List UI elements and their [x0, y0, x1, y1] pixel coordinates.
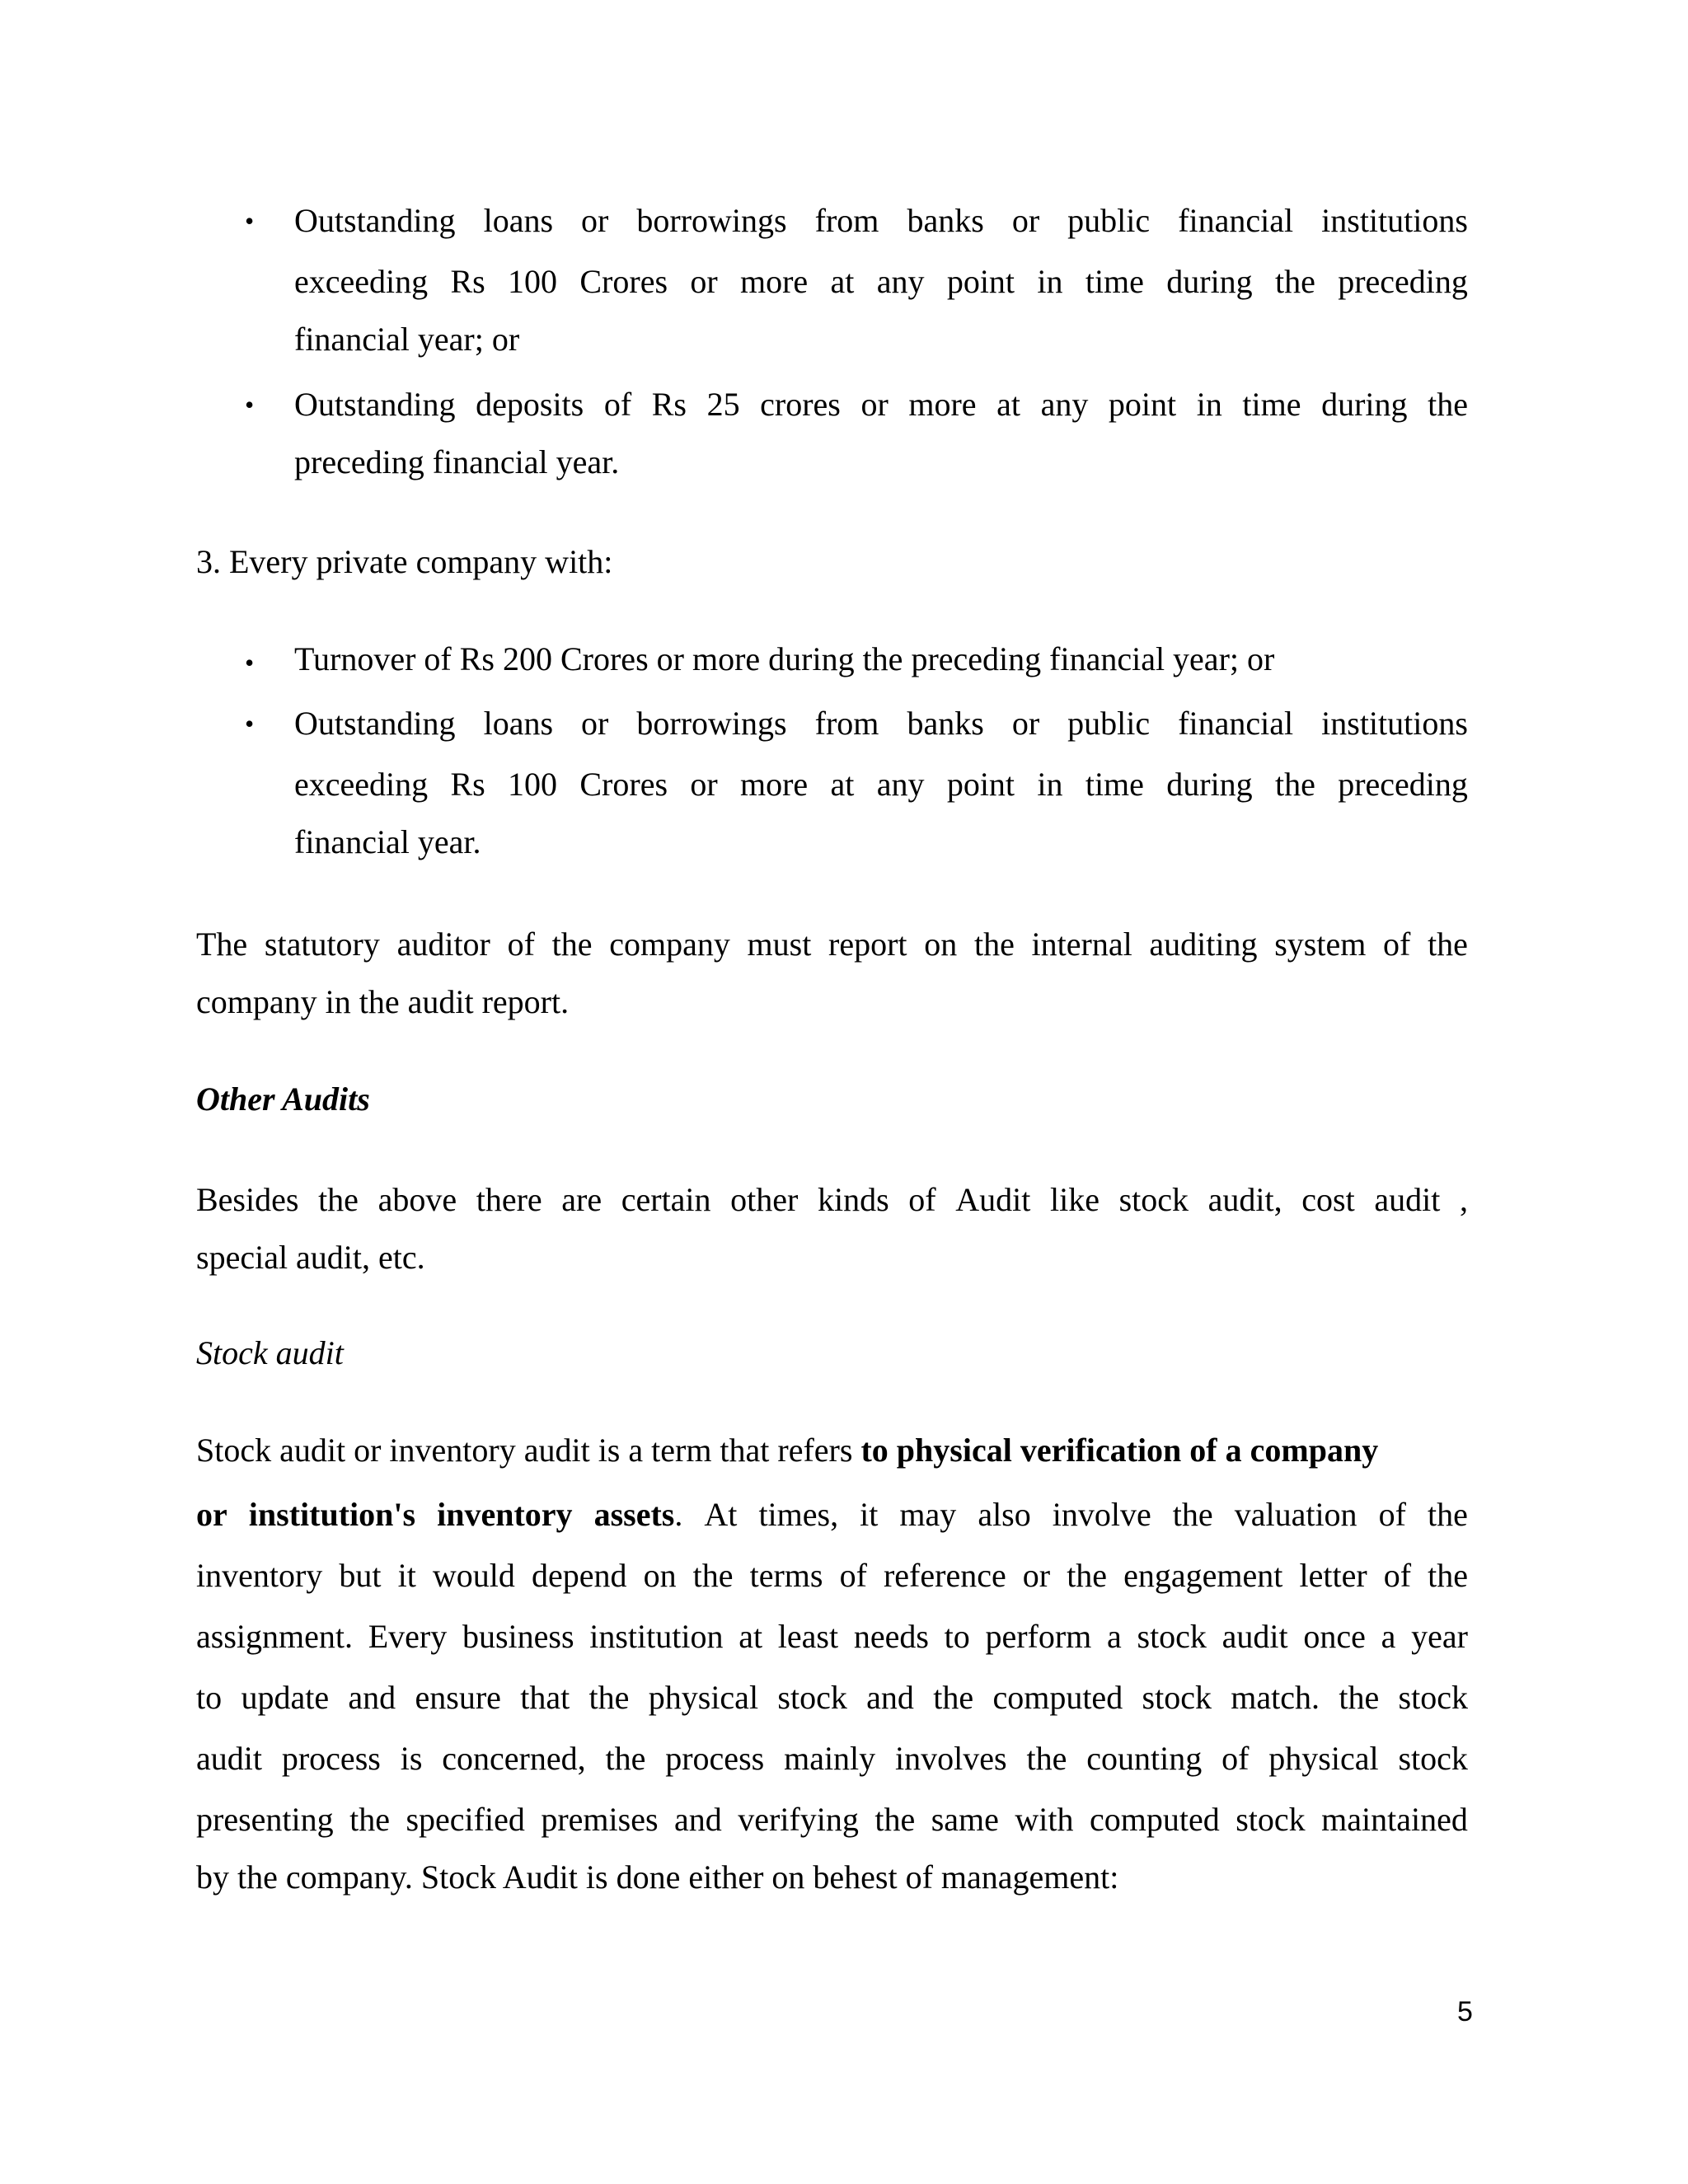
word: stock [1398, 1679, 1468, 1716]
word: the [874, 1801, 916, 1838]
word: and [348, 1679, 396, 1716]
word: Besides [196, 1181, 299, 1218]
word: physical [1268, 1740, 1379, 1777]
word: statutory [264, 926, 380, 963]
list-b-item2-line3: financial year. [294, 823, 481, 860]
word: auditing [1149, 926, 1258, 963]
word: more [740, 766, 809, 803]
word: and [674, 1801, 722, 1838]
stock-audit-line1-bold: to physical verification of a company [860, 1432, 1379, 1469]
bold-word: or [196, 1496, 227, 1533]
word: The [196, 926, 248, 963]
word: audit, [1207, 1181, 1282, 1218]
word: to [944, 1618, 970, 1655]
word: also [978, 1496, 1031, 1533]
word: banks [907, 202, 984, 239]
word: or [581, 202, 609, 239]
word: crores [760, 386, 841, 423]
word: certain [621, 1181, 711, 1218]
word: more [908, 386, 977, 423]
word: stock [1137, 1618, 1207, 1655]
other-audits-heading: Other Audits [196, 1080, 370, 1118]
word: point [946, 766, 1015, 803]
bold-word: assets [593, 1496, 675, 1533]
other-audits-para-line1 [196, 1180, 1468, 1219]
word: business [462, 1618, 574, 1655]
word: institutions [1321, 705, 1468, 742]
word: borrowings [636, 202, 787, 239]
word: audit [196, 1740, 262, 1777]
word: the [349, 1801, 390, 1838]
word: point [1108, 386, 1177, 423]
word: process [281, 1740, 381, 1777]
word: the [1427, 1496, 1468, 1533]
word: the [692, 1557, 734, 1594]
word: stock [777, 1679, 847, 1716]
bold-word: institution's [248, 1496, 416, 1533]
word: more [740, 263, 809, 300]
word: at [738, 1618, 763, 1655]
word: time [1085, 263, 1144, 300]
word: the [318, 1181, 359, 1218]
word: or [690, 766, 718, 803]
word: exceeding [294, 263, 429, 300]
word: of [1383, 926, 1411, 963]
word: in [1037, 263, 1063, 300]
word: audit [1221, 1618, 1288, 1655]
word: Outstanding [294, 386, 456, 423]
word: it [860, 1496, 879, 1533]
word: year [1411, 1618, 1468, 1655]
word: or [860, 386, 889, 423]
word: the [1339, 1679, 1380, 1716]
word: financial [1178, 202, 1294, 239]
word: any [876, 766, 925, 803]
word: there [476, 1181, 542, 1218]
word: to [196, 1679, 223, 1716]
word: or [1022, 1557, 1051, 1594]
bullet-icon: • [245, 390, 255, 419]
word: once [1303, 1618, 1366, 1655]
word: the [1428, 1557, 1468, 1594]
word: At [704, 1496, 738, 1533]
word: or [1011, 202, 1040, 239]
list-a-item2-line2: preceding financial year. [294, 443, 620, 480]
word: 100 [508, 766, 558, 803]
word: at [996, 386, 1020, 423]
word: borrowings [636, 705, 787, 742]
word: letter [1299, 1557, 1367, 1594]
word: computed [992, 1679, 1123, 1716]
word: match. [1231, 1679, 1320, 1716]
word: the [933, 1679, 974, 1716]
word: the [1067, 1557, 1108, 1594]
word: Outstanding [294, 202, 456, 239]
word: with [1015, 1801, 1074, 1838]
word: during [1166, 263, 1253, 300]
word: a [1381, 1618, 1396, 1655]
list-a-item1-line2 [294, 262, 1468, 301]
word: perform [985, 1618, 1092, 1655]
word: valuation [1234, 1496, 1357, 1533]
word: of [507, 926, 535, 963]
word: preceding [1338, 766, 1468, 803]
word: during [1166, 766, 1253, 803]
word: the [1275, 263, 1315, 300]
stock-audit-heading: Stock audit [196, 1334, 344, 1371]
word: public [1067, 705, 1151, 742]
word: that [520, 1679, 570, 1716]
word: in [1037, 766, 1063, 803]
other-audits-para-line2: special audit, etc. [196, 1239, 425, 1276]
word: engagement [1123, 1557, 1283, 1594]
word: Rs [651, 386, 687, 423]
bold-word: inventory [437, 1496, 573, 1533]
word: in [1196, 386, 1222, 423]
word: deposits [476, 386, 584, 423]
word: cost [1301, 1181, 1355, 1218]
word: Crores [579, 263, 668, 300]
stock-audit-para-line3 [196, 1556, 1468, 1595]
word: from [814, 705, 879, 742]
word: least [777, 1618, 839, 1655]
word: Outstanding [294, 705, 456, 742]
word: computed [1090, 1801, 1220, 1838]
word: assignment. [196, 1618, 353, 1655]
word: same [931, 1801, 999, 1838]
word: inventory [196, 1557, 323, 1594]
stock-audit-para-line4 [196, 1617, 1468, 1656]
word: reference [883, 1557, 1006, 1594]
stock-audit-para-line8: by the company. Stock Audit is done either on behest of management: [196, 1858, 1119, 1896]
word: and [866, 1679, 914, 1716]
word: mainly [784, 1740, 876, 1777]
word: the [1172, 1496, 1213, 1533]
word: 25 [706, 386, 740, 423]
word: may [899, 1496, 957, 1533]
word: the [1428, 926, 1468, 963]
stock-audit-para-line2 [196, 1495, 1468, 1534]
word: of [839, 1557, 867, 1594]
word: company [609, 926, 730, 963]
word: time [1085, 766, 1144, 803]
word: loans [483, 202, 554, 239]
word: on [924, 926, 958, 963]
word: terms [749, 1557, 823, 1594]
word: any [1040, 386, 1089, 423]
word: other [730, 1181, 799, 1218]
word: must [747, 926, 812, 963]
word: or [581, 705, 609, 742]
word: 100 [508, 263, 558, 300]
word: public [1067, 202, 1151, 239]
word: , [1459, 1181, 1468, 1218]
word: the [1275, 766, 1315, 803]
word: institution [589, 1618, 724, 1655]
page-number: 5 [1457, 1996, 1473, 2027]
word: auditor [396, 926, 490, 963]
word: process [665, 1740, 765, 1777]
word: presenting [196, 1801, 334, 1838]
list-a-item2-line1 [294, 385, 1468, 424]
word: it [397, 1557, 416, 1594]
word: Rs [450, 766, 485, 803]
stock-audit-para-line6 [196, 1739, 1468, 1778]
word: internal [1031, 926, 1132, 963]
word: Crores [579, 766, 668, 803]
word: the [973, 926, 1015, 963]
word: of [908, 1181, 936, 1218]
word: update [241, 1679, 330, 1716]
bullet-icon: • [245, 648, 255, 677]
word: are [561, 1181, 603, 1218]
stock-audit-line1-plain: Stock audit or inventory audit is a term that refers [196, 1432, 861, 1469]
word: stock [1142, 1679, 1212, 1716]
word: ensure [415, 1679, 501, 1716]
bullet-icon: • [245, 709, 255, 738]
word: of [603, 386, 632, 423]
word: the [551, 926, 593, 963]
word: needs [853, 1618, 929, 1655]
word: at [830, 766, 855, 803]
word: banks [907, 705, 984, 742]
word: the [1026, 1740, 1067, 1777]
stock-audit-para-line5 [196, 1678, 1468, 1717]
word: of [1383, 1557, 1412, 1594]
word: the [588, 1679, 630, 1716]
word: stock [1236, 1801, 1306, 1838]
statutory-para-line1 [196, 925, 1468, 963]
word: kinds [817, 1181, 889, 1218]
word: depend [531, 1557, 627, 1594]
word: maintained [1321, 1801, 1468, 1838]
word: time [1242, 386, 1301, 423]
word: involve [1052, 1496, 1151, 1533]
word: during [1321, 386, 1408, 423]
word: a [1107, 1618, 1122, 1655]
word: at [830, 263, 855, 300]
word: point [946, 263, 1015, 300]
word: the [1428, 386, 1468, 423]
stock-audit-para-line7 [196, 1800, 1468, 1839]
list-b-item1: Turnover of Rs 200 Crores or more during the preceding financial year; or [294, 640, 1275, 677]
word: audit [1374, 1181, 1441, 1218]
word: of [1378, 1496, 1406, 1533]
list-a-item1-line1 [294, 201, 1468, 240]
word: Rs [450, 263, 485, 300]
word: loans [483, 705, 554, 742]
word: stock [1118, 1181, 1189, 1218]
word: system [1274, 926, 1367, 963]
section3-heading: 3. Every private company with: [196, 543, 613, 580]
word: counting [1086, 1740, 1203, 1777]
bullet-icon: • [245, 206, 255, 236]
word: concerned, [442, 1740, 586, 1777]
list-b-item2-line1 [294, 704, 1468, 743]
word: report [828, 926, 907, 963]
word-group: assets. [593, 1496, 683, 1533]
word: or [690, 263, 718, 300]
word: or [1011, 705, 1040, 742]
word: would [432, 1557, 515, 1594]
word: the [605, 1740, 646, 1777]
stock-audit-para-line1 [196, 1434, 1688, 1467]
word: verifying [738, 1801, 859, 1838]
word: exceeding [294, 766, 429, 803]
word: physical [648, 1679, 759, 1716]
word: involves [895, 1740, 1007, 1777]
word: specified [406, 1801, 525, 1838]
word: financial [1178, 705, 1294, 742]
word: institutions [1321, 202, 1468, 239]
word: stock [1398, 1740, 1468, 1777]
list-a-item1-line3: financial year; or [294, 321, 520, 358]
word: any [876, 263, 925, 300]
word: Every [368, 1618, 448, 1655]
list-b-item2-line2 [294, 765, 1468, 804]
word: premises [541, 1801, 659, 1838]
word: preceding [1338, 263, 1468, 300]
word: from [814, 202, 879, 239]
word: on [643, 1557, 677, 1594]
word: of [1221, 1740, 1250, 1777]
word: but [339, 1557, 382, 1594]
word: Audit [955, 1181, 1031, 1218]
word: above [377, 1181, 457, 1218]
word: like [1050, 1181, 1100, 1218]
word: is [400, 1740, 423, 1777]
word: times, [758, 1496, 839, 1533]
statutory-para-line2: company in the audit report. [196, 983, 570, 1020]
